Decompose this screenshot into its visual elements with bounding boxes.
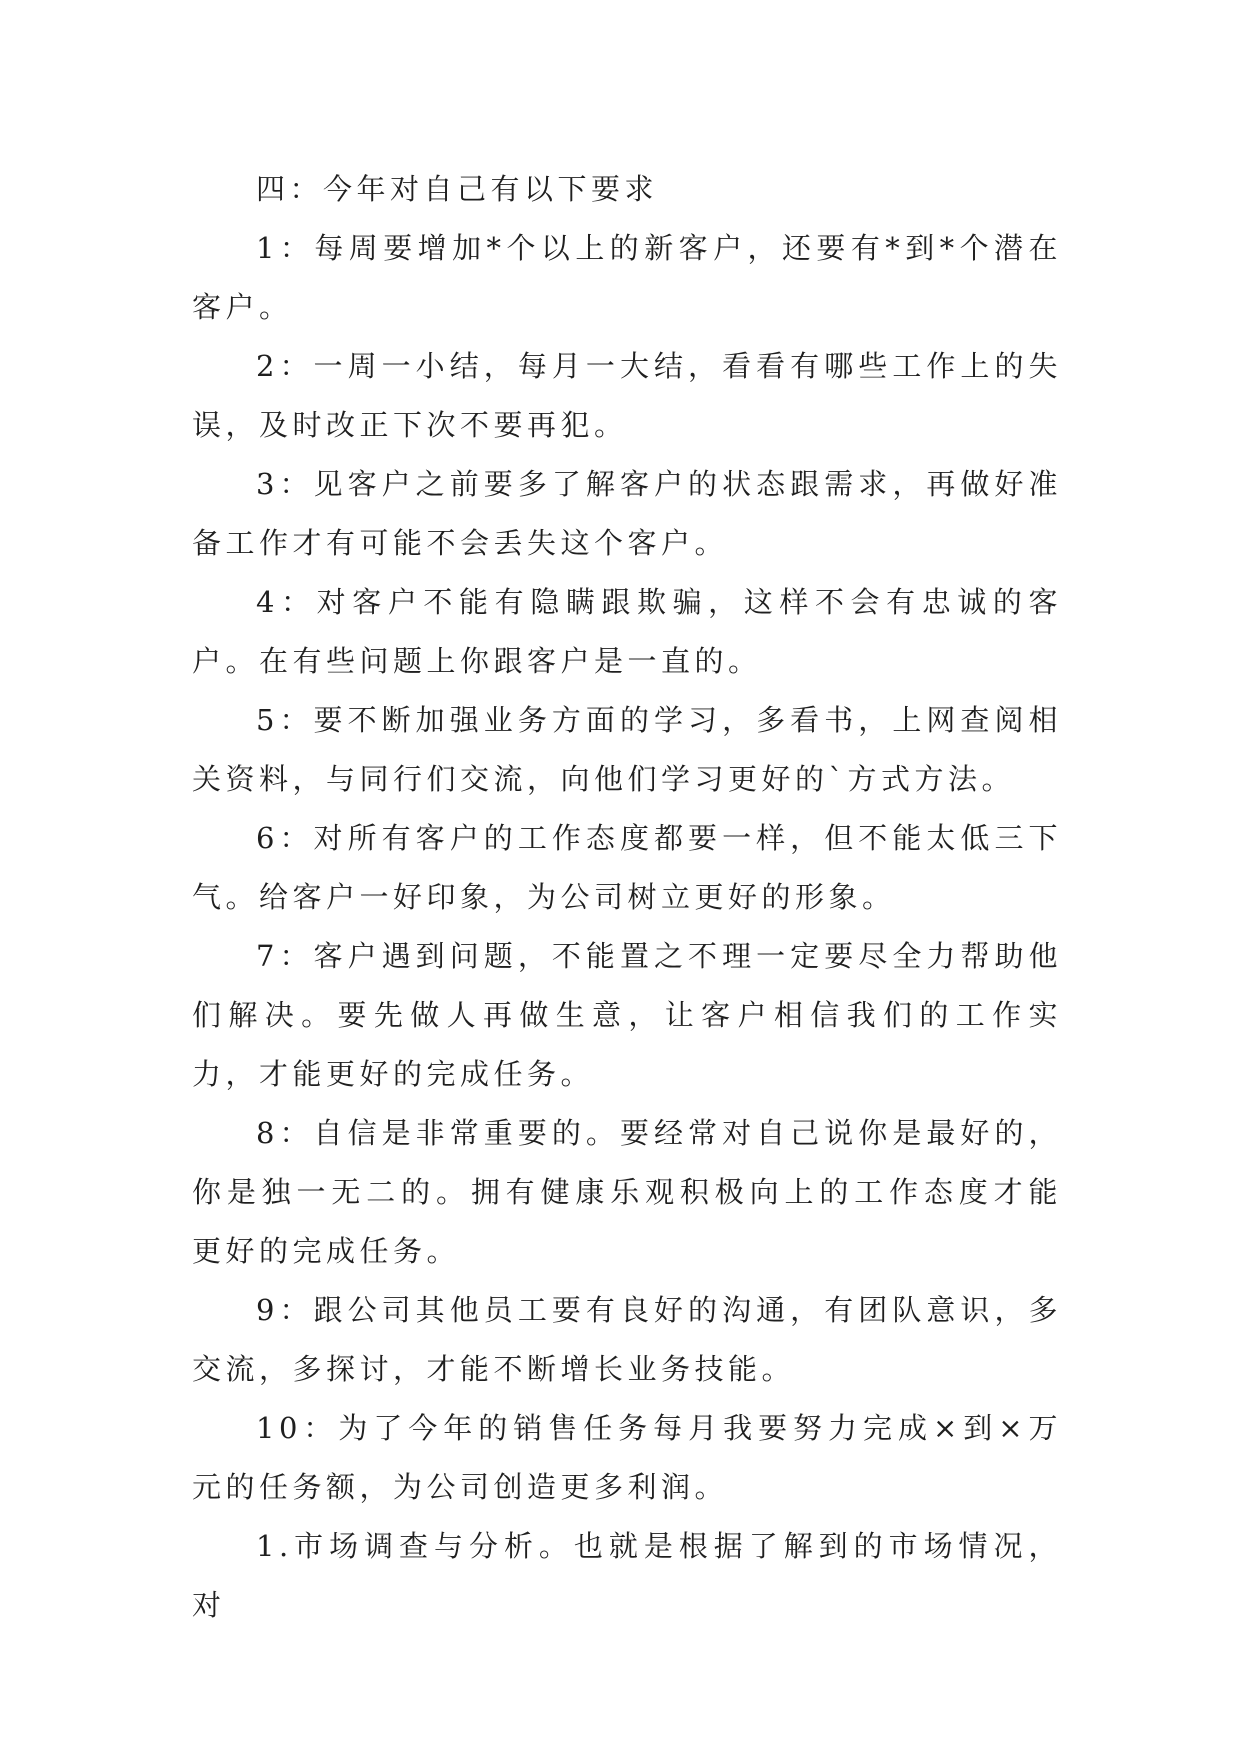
paragraph-9: 9：跟公司其他员工要有良好的沟通，有团队意识，多交流，多探讨，才能不断增长业务技能。	[192, 1293, 1062, 1386]
paragraph-2: 2：一周一小结，每月一大结，看看有哪些工作上的失误，及时改正下次不要再犯。	[192, 349, 1062, 442]
paragraph-5: 5：要不断加强业务方面的学习，多看书，上网查阅相关资料，与同行们交流，向他们学习更好的`方式方法。	[192, 703, 1062, 796]
paragraph-1: 1：每周要增加*个以上的新客户，还要有*到*个潜在客户。	[192, 231, 1062, 324]
document-body	[192, 160, 1062, 1635]
paragraph-market-analysis: 1.市场调查与分析。也就是根据了解到的市场情况，对	[192, 1529, 1062, 1622]
section-heading: 四：今年对自己有以下要求	[256, 172, 659, 206]
paragraph-10: 10：为了今年的销售任务每月我要努力完成×到×万元的任务额，为公司创造更多利润。	[192, 1411, 1062, 1504]
paragraph-4: 4：对客户不能有隐瞒跟欺骗，这样不会有忠诚的客户。在有些问题上你跟客户是一直的。	[192, 585, 1062, 678]
paragraph-7: 7：客户遇到问题，不能置之不理一定要尽全力帮助他们解决。要先做人再做生意，让客户相信我们的工作实力，才能更好的完成任务。	[192, 939, 1062, 1091]
paragraph-6: 6：对所有客户的工作态度都要一样，但不能太低三下气。给客户一好印象，为公司树立更好的形象。	[192, 821, 1062, 914]
paragraph-3: 3：见客户之前要多了解客户的状态跟需求，再做好准备工作才有可能不会丢失这个客户。	[192, 467, 1062, 560]
paragraph-8: 8：自信是非常重要的。要经常对自己说你是最好的，你是独一无二的。拥有健康乐观积极向上的工作态度才能更好的完成任务。	[192, 1116, 1062, 1268]
